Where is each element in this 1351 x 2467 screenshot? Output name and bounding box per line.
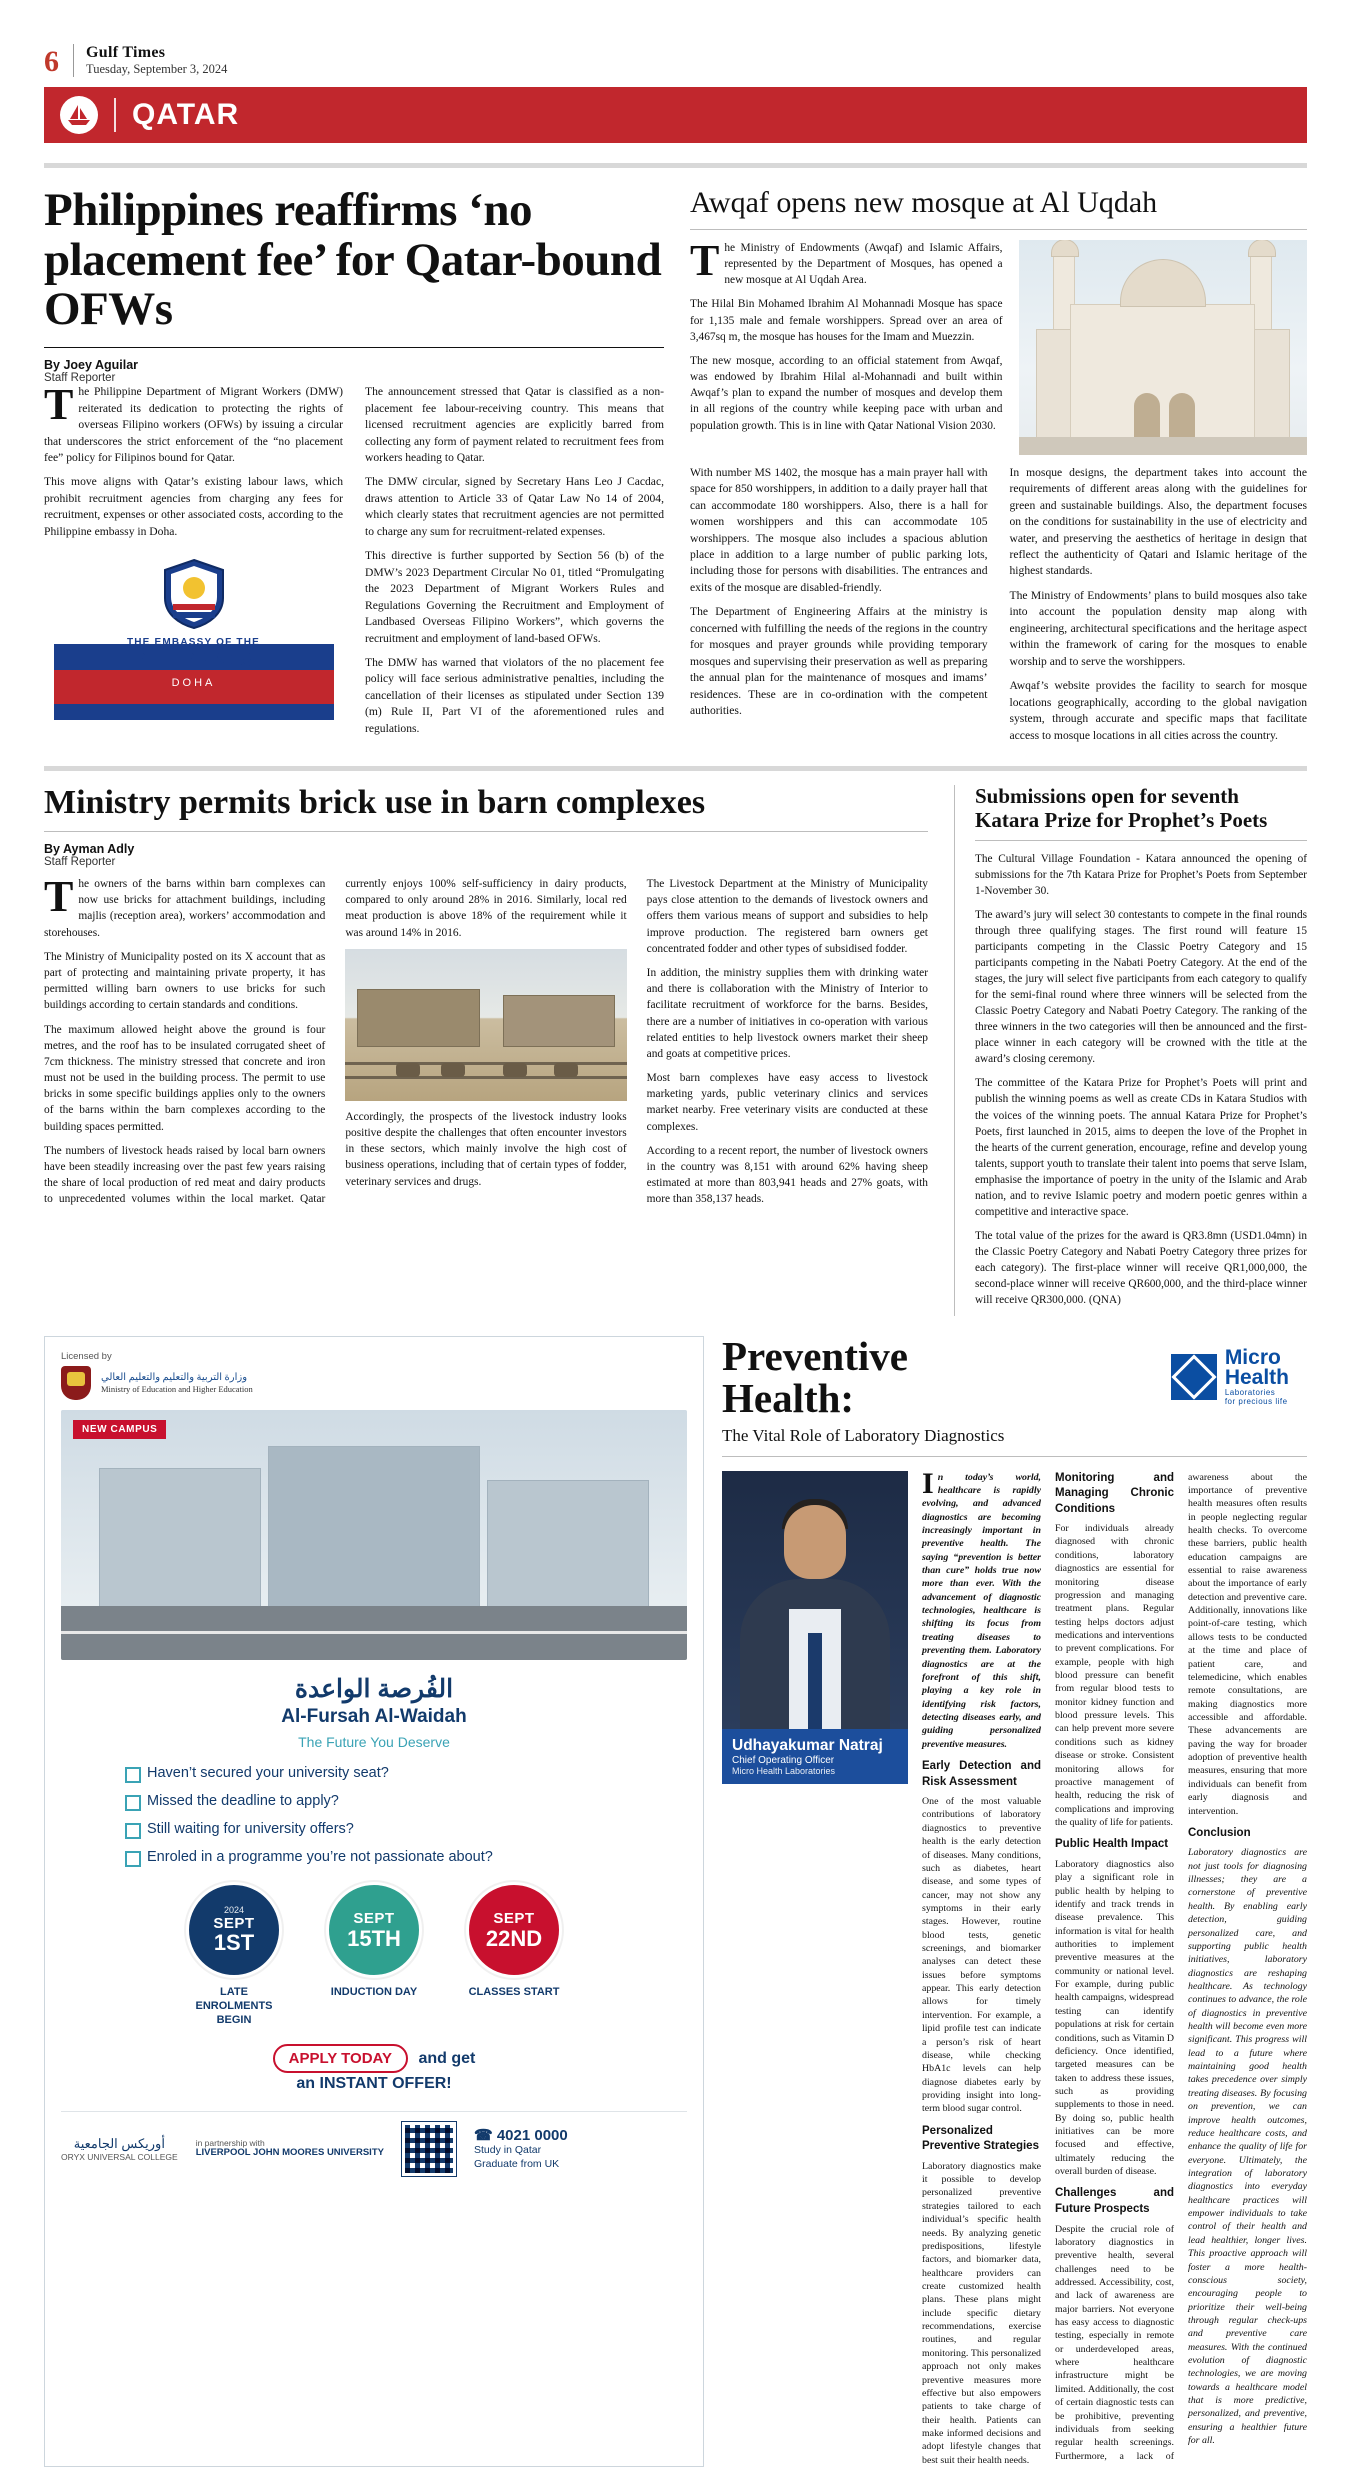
livestock [396,1063,420,1077]
paragraph: Laboratory diagnostics are not just tools for diagnosing illnesses; they are a cornerstone of preventive health. By enabling early detection, guiding personalized care, and supporting public health initiatives, laboratory diagnostics are reshaping healthcare. As technology continues to advance, the role of diagnostics in preventive health will become even more significant. This progress will lead to a future where maintaining good health takes precedence over simply treating diseases. By focusing on prevention, we can improve health outcomes, reduce healthcare costs, and enhance the quality of life for everyone. Ultimately, the integration of laboratory diagnostics into everyday healthcare practices will empower individuals to take control of their health and lead healthier, longer lives. This proactive approach will foster a more health-conscious society, encouraging people to prioritize their well-being through regular check-ups and preventive care measures. With the continued evolution of diagnostic technologies, we are moving towards a healthcare model that is more predictive, personalized, and preventive, ensuring a healthier future for all. [1188,1847,1307,2447]
mosque-photo-wrap [1019,240,1307,455]
author-card [722,1471,908,2467]
brand-tagline: for precious life [1224,1396,1288,1406]
oryx-name-ar: أوريكس الجامعية [73,2135,165,2151]
story-main [44,183,664,744]
qr-code-icon[interactable] [402,2122,456,2176]
section-banner [44,87,1307,143]
road-marking [61,1631,687,1634]
photo-face [784,1505,846,1579]
partner-block [196,2138,384,2159]
health-article-body [922,1466,1307,2467]
partner-name: LIVERPOOL JOHN MOORES UNIVERSITY [195,2147,384,2159]
katara-body [975,851,1307,1308]
mosque-body [690,465,1307,744]
byline-role: Staff Reporter [44,856,116,869]
paragraph: The Cultural Village Foundation - Katara announced the opening of submissions for the 7th Katara Prize for Prophet’s Poets from September 1-November 30. [975,853,1307,898]
section-heading: Conclusion [1188,1826,1251,1839]
masthead-texts [73,44,227,77]
partner-label: in partnership with [195,2138,265,2149]
section-heading: Early Detection and Risk Assessment [922,1760,1041,1788]
date-badge [466,1882,562,1978]
oryx-logo [61,2136,178,2162]
cta-rest: and get [418,2049,476,2067]
section-heading: Public Health Impact [1055,1838,1169,1851]
paragraph: The total value of the prizes for the award is QR3.8mn (USD1.04mn) in the Classic Poetry Category and Nabati Poetry Category three prizes for each category). The first-place winner will receive QR1,000,000, the second-place winner will receive QR600,000, and the third-place winner will receive QR300,000. (QNA) [975,1229,1307,1306]
philippine-embassy-logo [54,548,334,720]
page-number: 6 [44,44,59,78]
paragraph-intro: In today’s world, healthcare is rapidly evolving, and advanced diagnostics are becoming increasingly important in preventive health. The saying “prevention is better than cure” holds true now more than ever. With the advancement of diagnostic technologies, healthcare is shifting its focus from treating diseases to preventing them. Laboratory diagnostics are at the forefront of this shift, playing a key role in identifying risk factors, detecting diseases early, and guiding personalized preventive measures. [922,1466,1041,1750]
ad-footer [61,2111,687,2176]
headline-main: Philippines reaffirms ‘no placement fee’ for Qatar-bound OFWs [44,183,662,336]
paragraph: The Hilal Bin Mohamed Ibrahim Al Mohannadi Mosque has space for 1,135 male and female worshippers. Spread over an area of 3,467sq m, the mosque has houses for the Imam and Muezzin. [690,298,1003,343]
paragraph: The maximum allowed height above the ground is four metres, and the roof has to be insulated corrugated sheet of 7cm thickness. The ministry stressed that concrete and iron must not be used in the building process. The permit to use bricks in some specific buildings applies only to the owners of the barns within the barn complexes according to the building spaces permitted. [44,1023,326,1133]
author-role: Chief Operating Officer [732,1754,835,1766]
list-item: Haven’t secured your university seat? [125,1764,687,1782]
oryx-name-en: ORYX UNIVERSAL COLLEGE [61,2151,178,2162]
paragraph: Laboratory diagnostics also play a significant role in public health by helping to identify and track trends in disease prevalence. This information is vital for health authorities to implement preventive measures at the community or national level. For example, during public health campaigns, widespread testing can identify populations at risk for certain conditions, such as Vitamin D deficiency. Once identified, targeted measures can be taken to address these issues, such as providing supplements to those in need. By doing so, public health initiatives can be more focused and effective, ultimately reducing the overall burden of disease. [1055,1858,1174,2178]
campus-building [268,1446,481,1608]
paragraph: In addition, the ministry supplies them with drinking water and there is collaboration with the Ministry of Interior to facilitate recruitment of workforce for the barns. Besides, there are a number of initiatives in co-operation with various related entities to help livestock owners market their sheep and goats at competitive prices. [646,966,928,1060]
campus-photo [61,1410,687,1660]
brick-rule [44,831,928,832]
livestock [503,1063,527,1077]
date-day: 22ND [485,1925,543,1951]
health-title-line-1: Preventive [722,1332,908,1379]
paragraph: The Ministry of Endowments (Awqaf) and Islamic Affairs, represented by the Department of Mosques, has opened a new mosque at Al Uqdah Area. [690,235,1003,287]
apply-cta[interactable] [61,2044,687,2093]
author-photo [722,1471,908,1729]
livestock [554,1063,578,1077]
barn-fence [345,1076,626,1079]
barn-photo [345,949,626,1101]
headline-brick: Ministry permits brick use in barn complexes [44,784,706,822]
date-month: SEPT [353,1909,395,1927]
study-line-1: Study in Qatar [473,2144,542,2156]
cta-line-2: an INSTANT OFFER! [296,2074,452,2092]
dhow-logo-icon [60,96,98,134]
ad-key-dates [61,1882,687,1978]
top-stories [44,183,1307,744]
date-badge [186,1882,282,1978]
date-label: INDUCTION DAY [330,1986,418,1999]
section-heading: Personalized Preventive Strategies [922,2124,1039,2153]
author-name-block [722,1729,908,1784]
ad-tagline: The Future You Deserve [298,1733,450,1750]
byline-rule [44,347,664,348]
paragraph: One of the most valuable contributions of laboratory diagnostics to preventive health is the early detection of diseases. Many conditions, such as diabetes, heart disease, and some types of cancer, may not show any symptoms in their early stages. However, routine blood tests, genetic screenings, and biomarker analyses can detect these issues before symptoms appear. This early detection allows for timely intervention. For example, a lipid profile test can indicate a person’s risk of heart disease, while checking HbA1c levels can help diagnose diabetes early by providing insight into long-term blood sugar control. [922,1796,1041,2115]
byline-author: By Ayman Adly [44,842,135,857]
barn-shed [357,989,481,1047]
university-advertisement[interactable] [44,1336,704,2467]
middle-rule [44,766,1307,771]
paragraph: For individuals already diagnosed with chronic conditions, laboratory diagnostics are essential for monitoring disease progression and managing treatment plans. Regular testing helps doctors adjust medications and interventions to prevent complications. For example, people with high blood pressure can benefit from regular blood tests to monitor kidney function and blood pressure levels. This can help prevent more severe conditions such as kidney disease or stroke. Consistent monitoring allows for proactive management of health, reducing the risk of complications and improving the quality of life for patients. [1055,1523,1174,1828]
paragraph: This move aligns with Qatar’s existing labour laws, which prohibit recruitment agencies from charging any fees for recruitment, expenses or other associated costs, according to the Philippine embassy in Doha. [44,475,343,538]
paragraph: The owners of the barns within barn complexes can now use bricks for attachment buildings, including majlis (reception area), workers’ accommodation and storehouses. [44,872,326,939]
campus-building [487,1480,650,1608]
health-title-line-2: Health: [722,1374,855,1421]
paragraph: The award’s jury will select 30 contestants to compete in the final rounds through three qualifying stages. The first round will feature 15 participants competing in the Classic Poetry Category and 15 participants competing in the Nabati Poetry Category. At the end of the stages, the jury will select five participants from each category to qualify for the semi-final round where three winners will be selected from the Classic Poetry Category and Nabati Poetry Category. The ranking of the three winners in the two categories will then be announced and the first-place winner in each category will be crowned with the title at the award’s closing ceremony. [975,909,1307,1066]
phone-icon: ☎ [473,2127,493,2144]
paragraph: The numbers of livestock heads raised by local barn owners have been steadily increasing over the past few years raising the share of local production of red meat and dairy products to unprecedented volumes within the local market. Qatar currently enjoys 100% self-sufficiency in dairy products, compared to only around 28% in 2016. Similarly, local red meat production is above 18% of the requirement while it was around 14% in 2016. [44,878,627,1206]
story-mosque [690,186,1307,744]
paragraph: Despite the crucial role of laboratory diagnostics in preventive health, several challenges need to be addressed. Accessibility, cost, and lack of awareness are major barriers. Not everyone has easy access to diagnostic testing, especially in remote or underdeveloped areas, where healthcare infrastructure might be limited. Additionally, the cost of certain diagnostic tests can be prohibitive, preventing individuals from seeking regular health screenings. Furthermore, a lack of awareness about the importance of preventive health measures often results in people neglecting regular health checks. To overcome these barriers, public health education campaigns are essential to raise awareness about the importance of early detection and preventive care. Additionally, innovations like point-of-care testing, which allows tests to be conducted at the time and place of patient care, and telemedicine, which enables remote consultations, are making diagnostics more accessible and affordable. These advancements are paving the way for broader adoption of preventive health measures, ensuring that more individuals can benefit from early diagnosis and intervention. [1055,1471,1307,2462]
photo-ground [1019,437,1307,455]
mosque-rule [690,229,1307,230]
ministry-licence-row [61,1366,687,1400]
paragraph: The Ministry of Endowments’ plans to build mosques also take into account the population density map along with engineering, architectural specifications and the heritage aspect within the framework of caring for the mosques to enable worship and to serve the worshippers. [1009,588,1307,668]
date-month: SEPT [493,1909,535,1927]
flag-caption-3: DOHA [171,677,216,690]
paragraph: Laboratory diagnostics make it possible to develop personalized preventive strategies tailored to each individual’s specific health needs. By analyzing genetic predispositions, lifestyle factors, and biomarker data, healthcare providers can create customized health plans. These plans might include specific dietary recommendations, exercise routines, and regular monitoring. This personalized approach not only makes preventive measures more effective but also empowers patients to take charge of their health. Patients can make informed decisions and adopt lifestyle changes that best suit their health needs. [922,2160,1041,2466]
paragraph: The Livestock Department at the Ministry of Municipality pays close attention to the demands of livestock owners and offers them various means of support and subsidies to help improve production. The registered barn owners get concentrated fodder and other types of subsidised fodder. [646,878,928,955]
mosque-lede [690,235,1003,455]
paragraph: With number MS 1402, the mosque has a main prayer hall with space for 850 worshippers, in addition to a daily prayer hall that can accommodate 180 worshippers. Also, there is a hall for women worshippers and this can accommodate 105 worshippers. The mosque also includes a spacious ablution place in addition to a large number of public parking lots, including those for persons with disabilities. The entrances and exits of the mosque are disabled-friendly. [690,465,988,594]
licensed-by-label: Licensed by [61,1350,112,1362]
list-item: Still waiting for university offers? [125,1820,687,1838]
paragraph: The Philippine Department of Migrant Workers (DMW) reiterated its dedication to protecting the rights of overseas Filipino workers (OFWs) by issuing a circular that underscores the strict enforcement of the “no placement fee” policy for Filipinos bound for Qatar. [44,380,343,465]
list-item: Enroled in a programme you’re not passionate about? [125,1848,687,1866]
banner-divider [114,98,116,132]
date-label: LATE ENROLMENTS BEGIN [195,1986,273,2026]
paragraph: The announcement stressed that Qatar is classified as a non-placement fee labour-receiving country. This means that licensed recruitment agencies are explicitly barred from collecting any form of payment related to recruitment fees from workers heading to Qatar. [365,385,664,465]
barn-shed [503,995,616,1047]
headline-katara: Submissions open for seventh Katara Prize for Prophet’s Poets [975,784,1268,832]
paragraph: The Ministry of Municipality posted on its X account that as part of protecting and maintaining private property, it has permitted willing barn owners to use bricks for such buildings according to certain standards and conditions. [44,950,326,1012]
ministry-crest-icon [61,1366,91,1400]
paragraph: The DMW circular, signed by Secretary Hans Leo J Cacdac, draws attention to Article 33 of Qatar Law No 14 of 2004, which clearly states that recruitment agencies are not permitted to charge any sum for recruitment-related expenses. [365,475,664,538]
date-day: 1ST [213,1930,255,1956]
barn-fence [345,1062,626,1065]
issue-date: Tuesday, September 3, 2024 [86,62,228,77]
ad-bullet-list [85,1764,687,1867]
health-content [722,1466,1307,2467]
flag-caption-1: THE EMBASSY OF THE [126,637,261,649]
brand-line-3: Laboratories [1224,1387,1276,1397]
byline-author: By Joey Aguilar [44,358,139,373]
paragraph: In mosque designs, the department takes into account the requirements of different areas along with the guidelines for green and sustainable buildings. Also, the department focuses on the conditions for sustainability in the use of electricity and water, and preserving the aesthetics of heritage in design that reflect the authenticity of Qatari and Islamic heritage of the highest standards. [1009,465,1307,578]
photo-tie [808,1633,822,1729]
paragraph: According to a recent report, the number of livestock owners in the country was 8,151 with around 62% having sheep estimated at more than 803,941 heads and 27% goats, with more than 358,137 heads. [646,1144,928,1206]
embassy-seal-icon [161,558,227,630]
mosque-arch [1134,393,1160,439]
ad-title-ar: الفُرصة الواعدة [294,1674,454,1703]
masthead [44,0,1307,83]
byline-role: Staff Reporter [44,372,116,385]
phone-number[interactable] [474,2126,568,2144]
paragraph: The committee of the Katara Prize for Prophet’s Poets will print and publish the winning poems as well as create CDs in Katara Studios with the voices of the winning poets. The annual Katara Prize for Prophet’s Poets, first launched in 2015, aims to deepen the love of the Prophet in the hearts of the current generation, encourage, refine and develop young talents, support youth to translate their talent into poems that serve Islam, emphasise the importance of poetry in the unity of the Islamic and Arab nation, and to revive Islamic poetry and modern poetic genres within a competitive and interactive space. [975,1077,1307,1218]
micro-diamond-icon [1171,1354,1217,1400]
story-katara [954,785,1307,1316]
mosque-arch [1169,393,1195,439]
apply-today-button[interactable]: APPLY TODAY [273,2044,408,2073]
health-rule [722,1456,1307,1457]
author-name: Udhayakumar Natraj [732,1736,883,1754]
study-line-2: Graduate from UK [473,2157,560,2170]
section-heading: Challenges and Future Prospects [1055,2187,1174,2215]
date-label: CLASSES START [468,1986,560,1999]
date-badge [326,1882,422,1978]
health-subtitle: The Vital Role of Laboratory Diagnostics [722,1425,1005,1445]
katara-rule [975,840,1307,841]
story-main-body [44,380,664,737]
phone-text: 4021 0000 [496,2127,568,2144]
author-org: Micro Health Laboratories [732,1765,836,1776]
middle-stories [44,785,1307,1316]
ad-title-en: Al-Fursah Al-Waidah [281,1705,467,1727]
byline-main [44,358,664,384]
brand-line-1: Micro [1224,1345,1281,1369]
minaret-cap [1051,240,1079,257]
date-month: SEPT [213,1914,255,1932]
brick-body [44,872,928,1208]
list-item: Missed the deadline to apply? [125,1792,687,1810]
brand-text [1224,1345,1289,1406]
paragraph: This directive is further supported by Section 56 (b) of the DMW’s 2023 Department Circular No 01, titled “Promulgating the 2023 Department of Migrant Workers Rules and Regulations Governing the Recruitment and Employment of Landbased Overseas Filipino Workers”, which governs the recruitment and employment of land-based OFWs. [365,549,664,645]
paragraph: Awqaf’s website provides the facility to search for mosque locations geographically, according to the global navigation system, through accurate and specific maps that facilitate access to mosque locations in all cities across the country. [1009,679,1307,742]
date-year: 2024 [223,1905,245,1916]
ministry-name-ar: وزارة التربية والتعليم والتعليم العالي [101,1371,248,1383]
lower-section [44,1332,1307,2467]
article-preventive-health [722,1332,1307,2467]
headline-mosque: Awqaf opens new mosque at Al Uqdah [690,185,1158,219]
top-rule [44,163,1307,168]
campus-building [99,1468,262,1608]
paper-name: Gulf Times [86,44,166,61]
section-heading: Monitoring and Managing Chronic Conditions [1055,1471,1174,1515]
flag-blue-band [54,704,334,720]
ad-date-labels [61,1986,687,2027]
story-brick [44,785,928,1316]
flag-caption-2: PHILIPPINES [134,650,253,671]
paragraph: The DMW has warned that violators of the no placement fee policy will face serious administrative penalties, including the cancellation of their licenses as stipulated under Section 139 (m) Rule II, Part VI of the aforementioned rules and regulations. [365,656,664,735]
micro-health-logo [1171,1345,1289,1406]
livestock [441,1063,465,1077]
brand-line-2: Health [1224,1365,1289,1389]
new-campus-badge: NEW CAMPUS [73,1420,166,1439]
mosque-photo [1019,240,1307,455]
section-title: QATAR [132,97,240,131]
paragraph: Most barn complexes have easy access to livestock marketing yards, public veterinary clinics and services market nearby. Free veterinary visits are conducted at these complexes. [646,1072,928,1133]
ministry-names [101,1372,253,1395]
paragraph: The new mosque, according to an official statement from Awqaf, was endowed by Ibrahim Hilal al-Mohannadi and built within Awqaf’s plan to expand the number of mosques and develop them in all regions of the country while keeping pace with urban and population growth. This is in line with Qatar National Vision 2030. [690,354,1003,432]
paragraph: The Department of Engineering Affairs at the ministry is concerned with fulfilling the needs of the regions in the country for mosques and prayer grounds while providing temporary mosques and supervising their preservation as well as preparing the annual plan for the maintenance of mosques and imams’ residences. These are in co-ordination with the competent authorities. [690,605,988,718]
mosque-top-row [690,235,1307,455]
paragraph: Accordingly, the prospects of the livestock industry looks positive despite the challenges that often encounter investors in these sectors, which mainly involve the high cost of business operations, including that of certain types of fodder, veterinary services and drugs. [345,1110,627,1188]
ministry-name-en: Ministry of Education and Higher Education [101,1384,253,1395]
byline-brick [44,842,928,868]
mosque-main-hall [1070,304,1255,439]
contact-block[interactable] [474,2126,568,2171]
date-day: 15TH [347,1925,401,1951]
